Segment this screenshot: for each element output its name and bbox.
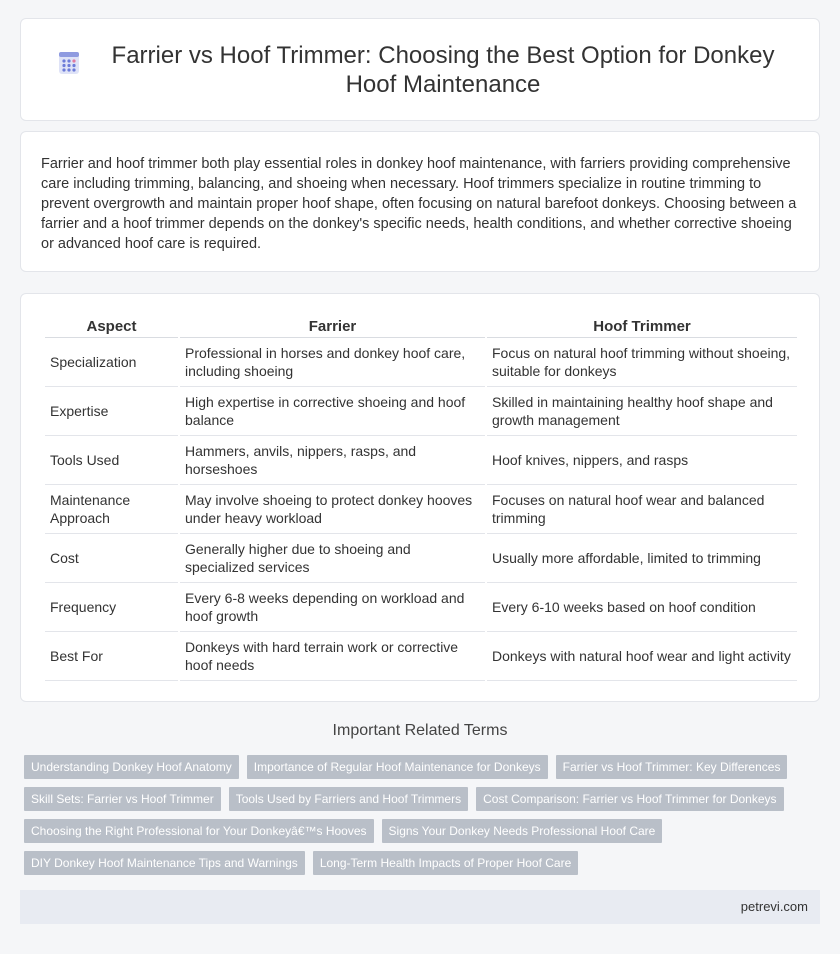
row-hoof-trimmer: Donkeys with natural hoof wear and light activity <box>487 632 797 681</box>
row-farrier: Hammers, anvils, nippers, rasps, and horseshoes <box>180 436 485 485</box>
footer-site-link[interactable]: petrevi.com <box>740 899 808 914</box>
row-farrier: High expertise in corrective shoeing and hoof balance <box>180 387 485 436</box>
related-terms-title: Important Related Terms <box>332 722 508 739</box>
related-term-tag[interactable]: DIY Donkey Hoof Maintenance Tips and Warnings <box>24 851 305 875</box>
header-farrier: Farrier <box>180 314 485 338</box>
header-aspect: Aspect <box>45 314 178 338</box>
row-aspect: Specialization <box>45 338 178 387</box>
row-aspect: Expertise <box>45 387 178 436</box>
intro-card <box>20 131 820 272</box>
comparison-table <box>43 314 799 681</box>
tag-row <box>24 819 804 843</box>
row-aspect: Maintenance Approach <box>45 485 178 534</box>
page-title: Farrier vs Hoof Trimmer: Choosing the Best Option for Donkey Hoof Maintenance <box>111 41 775 98</box>
header-card <box>20 18 820 121</box>
table-row <box>45 485 797 534</box>
footer <box>20 890 820 924</box>
related-term-tag[interactable]: Tools Used by Farriers and Hoof Trimmers <box>229 787 468 811</box>
related-term-tag[interactable]: Understanding Donkey Hoof Anatomy <box>24 755 239 779</box>
row-hoof-trimmer: Usually more affordable, limited to trimming <box>487 534 797 583</box>
related-term-tag[interactable]: Farrier vs Hoof Trimmer: Key Differences <box>556 755 788 779</box>
related-term-tag[interactable]: Skill Sets: Farrier vs Hoof Trimmer <box>24 787 221 811</box>
row-farrier: Donkeys with hard terrain work or corrective hoof needs <box>180 632 485 681</box>
row-hoof-trimmer: Hoof knives, nippers, and rasps <box>487 436 797 485</box>
header-hoof-trimmer: Hoof Trimmer <box>487 314 797 338</box>
table-row <box>45 436 797 485</box>
row-aspect: Tools Used <box>45 436 178 485</box>
related-term-tag[interactable]: Importance of Regular Hoof Maintenance for Donkeys <box>247 755 548 779</box>
row-farrier: May involve shoeing to protect donkey hooves under heavy workload <box>180 485 485 534</box>
tag-row <box>24 787 804 811</box>
table-row <box>45 632 797 681</box>
row-hoof-trimmer: Every 6-10 weeks based on hoof condition <box>487 583 797 632</box>
related-term-tag[interactable]: Cost Comparison: Farrier vs Hoof Trimmer for Donkeys <box>476 787 783 811</box>
tag-row <box>24 755 804 779</box>
row-aspect: Cost <box>45 534 178 583</box>
table-header-row <box>45 314 797 338</box>
row-farrier: Professional in horses and donkey hoof care, including shoeing <box>180 338 485 387</box>
row-farrier: Every 6-8 weeks depending on workload and hoof growth <box>180 583 485 632</box>
intro-paragraph: Farrier and hoof trimmer both play essential roles in donkey hoof maintenance, with farriers providing comprehensive care including trimming, balancing, and shoeing when necessary. Hoof trimmers specialize in routine trimming to prevent overgrowth and maintain proper hoof shape, often focusing on natural barefoot donkeys. Choosing between a farrier and a hoof trimmer depends on the donkey's specific needs, health conditions, and whether corrective shoeing or advanced hoof care is required. <box>41 156 797 252</box>
row-farrier: Generally higher due to shoeing and specialized services <box>180 534 485 583</box>
related-term-tag[interactable]: Choosing the Right Professional for Your Donkeyâ€™s Hooves <box>24 819 374 843</box>
row-hoof-trimmer: Focuses on natural hoof wear and balanced trimming <box>487 485 797 534</box>
table-row <box>45 387 797 436</box>
related-terms-list <box>24 755 804 883</box>
grid-logo-icon <box>57 51 81 75</box>
related-term-tag[interactable]: Long-Term Health Impacts of Proper Hoof Care <box>313 851 578 875</box>
table-row <box>45 583 797 632</box>
row-hoof-trimmer: Skilled in maintaining healthy hoof shape and growth management <box>487 387 797 436</box>
row-hoof-trimmer: Focus on natural hoof trimming without shoeing, suitable for donkeys <box>487 338 797 387</box>
comparison-table-card <box>20 293 820 702</box>
row-aspect: Best For <box>45 632 178 681</box>
table-row <box>45 534 797 583</box>
related-term-tag[interactable]: Signs Your Donkey Needs Professional Hoof Care <box>382 819 663 843</box>
tag-row <box>24 851 804 875</box>
row-aspect: Frequency <box>45 583 178 632</box>
table-row <box>45 338 797 387</box>
